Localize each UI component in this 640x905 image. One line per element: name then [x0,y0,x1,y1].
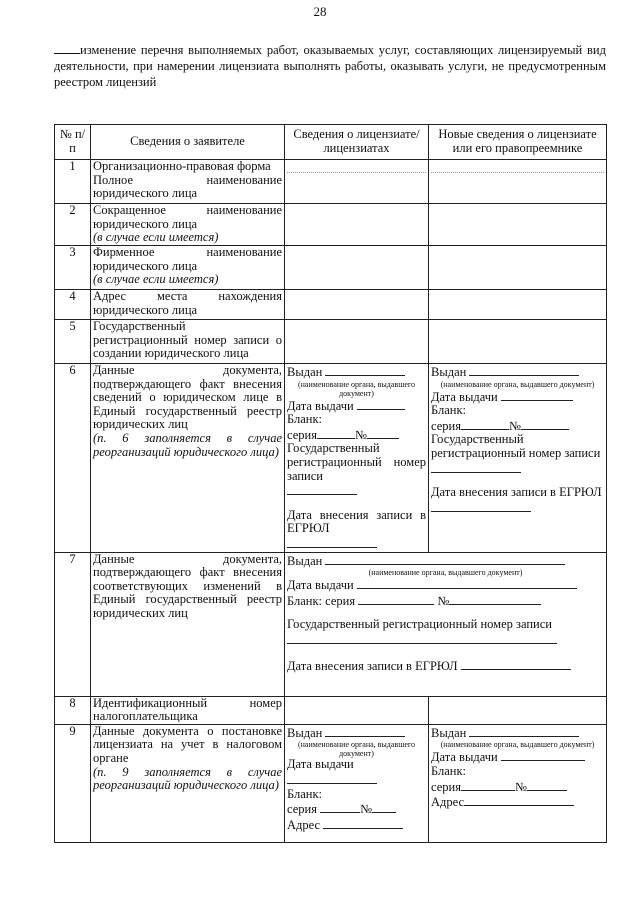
row-number: 7 [55,552,91,696]
row-number: 4 [55,290,91,320]
table-row [55,724,607,842]
row-label: Фирменное наименование юридического лица [93,245,282,273]
entry-date-field[interactable] [431,500,531,512]
licensee-doc-block: Выдан (наименование органа, выдавшего документ) Дата выдачи Бланк: серия № Адрес [285,724,429,842]
row-label: Идентификационный номер налогоплательщика [91,696,285,724]
reg-number-field[interactable] [287,483,357,495]
licensee-doc-block: Выдан (наименование органа, выдавшего документ) Дата выдачи Бланк: серия № Государственный регистрационный номер записи Дата внесения записи в ЕГРЮЛ [285,364,429,553]
licensee-field[interactable] [285,290,429,320]
licensee-field[interactable] [285,320,429,364]
new-doc-block: Выдан (наименование органа, выдавшего документ) Дата выдачи Бланк: серия № Государственный регистрационный номер записи Дата внесения записи в ЕГРЮЛ [429,364,607,553]
issuer-field[interactable] [469,364,579,376]
entry-date-field[interactable] [461,658,571,670]
entry-date-field[interactable] [287,536,377,548]
row-label: Адрес места нахождения юридического лица [91,290,285,320]
row-label: Организационно-правовая форма [93,159,271,173]
table-row [55,290,607,320]
row-label: Сокращенное наименование юридического лица [93,203,282,231]
table-row [55,552,607,696]
row-number: 8 [55,696,91,724]
intro-paragraph [54,42,606,90]
reg-number-field[interactable] [431,461,521,473]
series-field[interactable] [358,593,434,605]
intro-text: изменение перечня выполняемых работ, оказываемых услуг, составляющих лицензируемый вид деятельности, при намерении лицензиата выполнять работы, оказывать услуги, не предусмотренным реестром лицензий [54,43,606,89]
table-header-row [55,125,607,160]
page-number: 28 [313,4,327,19]
number-field[interactable] [527,779,567,791]
header-new: Новые сведения о лицензиате или его правопреемнике [429,125,607,160]
new-info-field[interactable] [429,696,607,724]
new-info-field[interactable] [429,246,607,290]
header-applicant: Сведения о заявителе [91,125,285,160]
row-note: (п. 6 заполняется в случае реорганизаций юридического лица) [93,430,282,459]
row-label: Государственный регистрационный номер записи о создании юридического лица [91,320,285,364]
table-row [55,364,607,553]
number-field[interactable] [367,427,399,439]
row-label: Данные документа, подтверждающего факт внесения сведений о юридическом лице в Единый государственный реестр юридических лиц [93,363,282,432]
number-field[interactable] [521,418,569,430]
reg-number-field[interactable] [287,632,557,644]
header-num: № п/п [55,125,91,160]
address-field[interactable] [323,817,403,829]
row-note: (в случае если имеется) [93,230,219,245]
series-field[interactable] [320,801,360,813]
merged-doc-block: Выдан (наименование органа, выдавшего документ) Дата выдачи Бланк: серия № Государственный регистрационный номер записи Дата внесения записи в ЕГРЮЛ [285,552,607,696]
date-field[interactable] [357,577,577,589]
series-field[interactable] [461,779,515,791]
licensee-field[interactable] [285,160,429,204]
row-label: Данные документа о постановке лицензиата на учет в налоговом органе [93,723,282,765]
number-field[interactable] [372,801,396,813]
series-field[interactable] [317,427,355,439]
new-info-field[interactable] [429,160,607,204]
table-row [55,160,607,204]
row-number: 5 [55,320,91,364]
row-number: 9 [55,724,91,842]
date-field[interactable] [501,749,585,761]
row-label: Полное наименование юридического лица [93,172,282,201]
issuer-field[interactable] [325,364,405,376]
licensee-field[interactable] [285,204,429,246]
table-row [55,696,607,724]
row-number: 1 [55,160,91,204]
new-info-field[interactable] [429,290,607,320]
date-field[interactable] [501,389,573,401]
row-note: (п. 9 заполняется в случае реорганизаций юридического лица) [93,764,282,793]
date-field[interactable] [357,398,405,410]
issuer-field[interactable] [469,725,579,737]
new-doc-block: Выдан (наименование органа, выдавшего документ) Дата выдачи Бланк: серия № Адрес [429,724,607,842]
issuer-field[interactable] [325,553,565,565]
license-changes-table [54,124,607,843]
header-licensee: Сведения о лицензиате/лицензиатах [285,125,429,160]
issuer-field[interactable] [325,725,405,737]
licensee-field[interactable] [285,246,429,290]
date-field[interactable] [287,772,377,784]
table-row [55,320,607,364]
address-field[interactable] [464,794,574,806]
row-number: 2 [55,204,91,246]
table-row [55,204,607,246]
row-note: (в случае если имеется) [93,272,219,287]
licensee-field[interactable] [285,696,429,724]
row-number: 3 [55,246,91,290]
series-field[interactable] [461,418,509,430]
row-number: 6 [55,364,91,553]
row-label: Данные документа, подтверждающего факт внесения соответствующих изменений в Единый государственный реестр юридических лиц [91,552,285,696]
table-row [55,246,607,290]
blank-field[interactable] [54,43,80,54]
new-info-field[interactable] [429,204,607,246]
new-info-field[interactable] [429,320,607,364]
number-field[interactable] [449,593,541,605]
